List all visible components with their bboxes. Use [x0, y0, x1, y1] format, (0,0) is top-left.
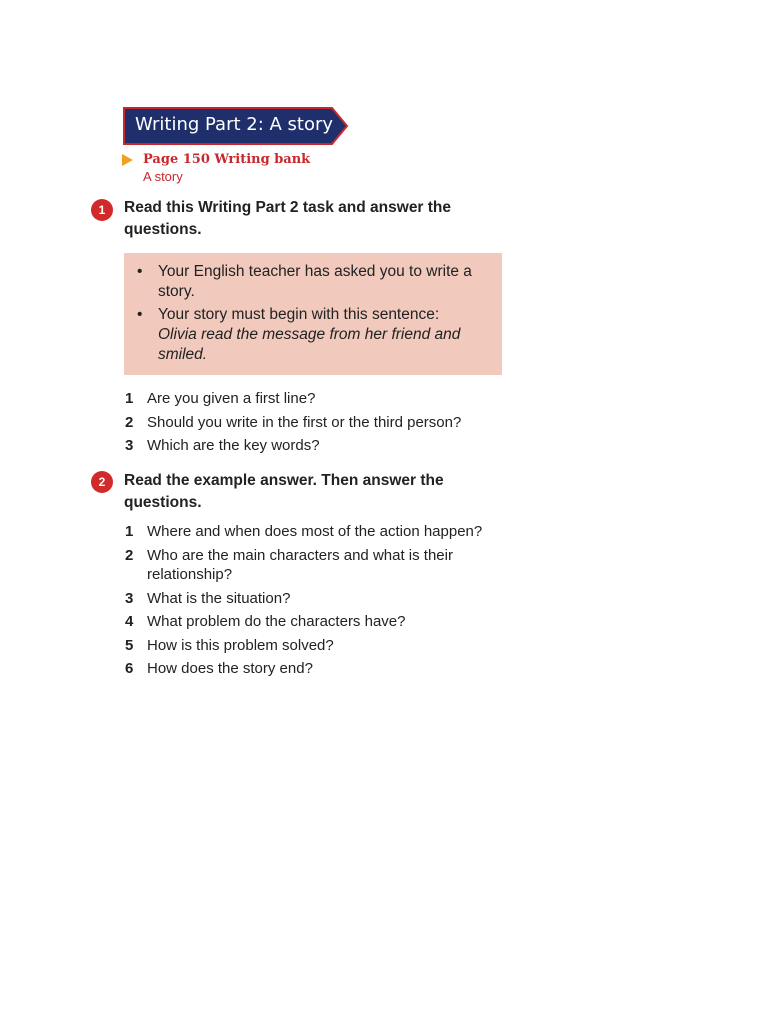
- question-number: 2: [125, 546, 134, 564]
- writing-bank-link[interactable]: Page 150 Writing bank: [143, 152, 311, 167]
- list-item: [124, 659, 504, 679]
- exercise-1-questions: [124, 389, 504, 460]
- question-number: 3: [125, 437, 134, 454]
- list-item: [124, 612, 504, 632]
- task-box: [124, 253, 502, 375]
- task-bullet-text: Your English teacher has asked you to write a story.: [158, 263, 472, 300]
- question-number: 5: [125, 636, 134, 654]
- exercise-1-instruction: Read this Writing Part 2 task and answer the questions.: [124, 199, 452, 238]
- question-text: How is this problem solved?: [147, 636, 334, 654]
- bullet-dot: •: [137, 263, 143, 280]
- question-number: 1: [125, 390, 134, 407]
- section-banner: [123, 107, 347, 145]
- list-item: [124, 389, 504, 409]
- list-item: [124, 522, 504, 542]
- question-number: 3: [125, 589, 134, 607]
- question-number: 1: [125, 523, 134, 540]
- list-item: [124, 636, 504, 656]
- question-number: 4: [125, 613, 134, 630]
- list-item: [124, 436, 504, 456]
- play-arrow-icon: [122, 154, 133, 166]
- question-text: How does the story end?: [147, 660, 313, 677]
- bullet-dot: •: [137, 306, 143, 323]
- question-text: Where and when does most of the action happen?: [147, 523, 483, 540]
- question-text: Are you given a first line?: [147, 390, 316, 407]
- list-item: [124, 546, 477, 585]
- list-item: [124, 589, 504, 609]
- exercise-2-questions: [124, 522, 504, 683]
- exercise-1-number: 1: [91, 199, 113, 221]
- question-text: Which are the key words?: [147, 437, 320, 454]
- page-title: Writing Part 2: A story: [135, 114, 334, 135]
- exercise-2-instruction: Read the example answer. Then answer the questions.: [124, 472, 444, 511]
- task-bullet: [134, 262, 488, 302]
- question-text: What problem do the characters have?: [147, 613, 406, 630]
- question-number: 6: [125, 660, 134, 677]
- exercise-2-number: 2: [91, 471, 113, 493]
- list-item: [124, 413, 504, 433]
- question-number: 2: [125, 413, 134, 431]
- writing-bank-subtitle: A story: [143, 169, 183, 184]
- task-bullet: [134, 305, 488, 365]
- question-text: Who are the main characters and what is their relationship?: [147, 546, 453, 583]
- task-bullet-text: Your story must begin with this sentence:: [158, 306, 440, 323]
- question-text: Should you write in the first or the third person?: [147, 413, 462, 431]
- task-first-sentence: Olivia read the message from her friend and smiled.: [158, 326, 461, 363]
- question-text: What is the situation?: [147, 589, 291, 607]
